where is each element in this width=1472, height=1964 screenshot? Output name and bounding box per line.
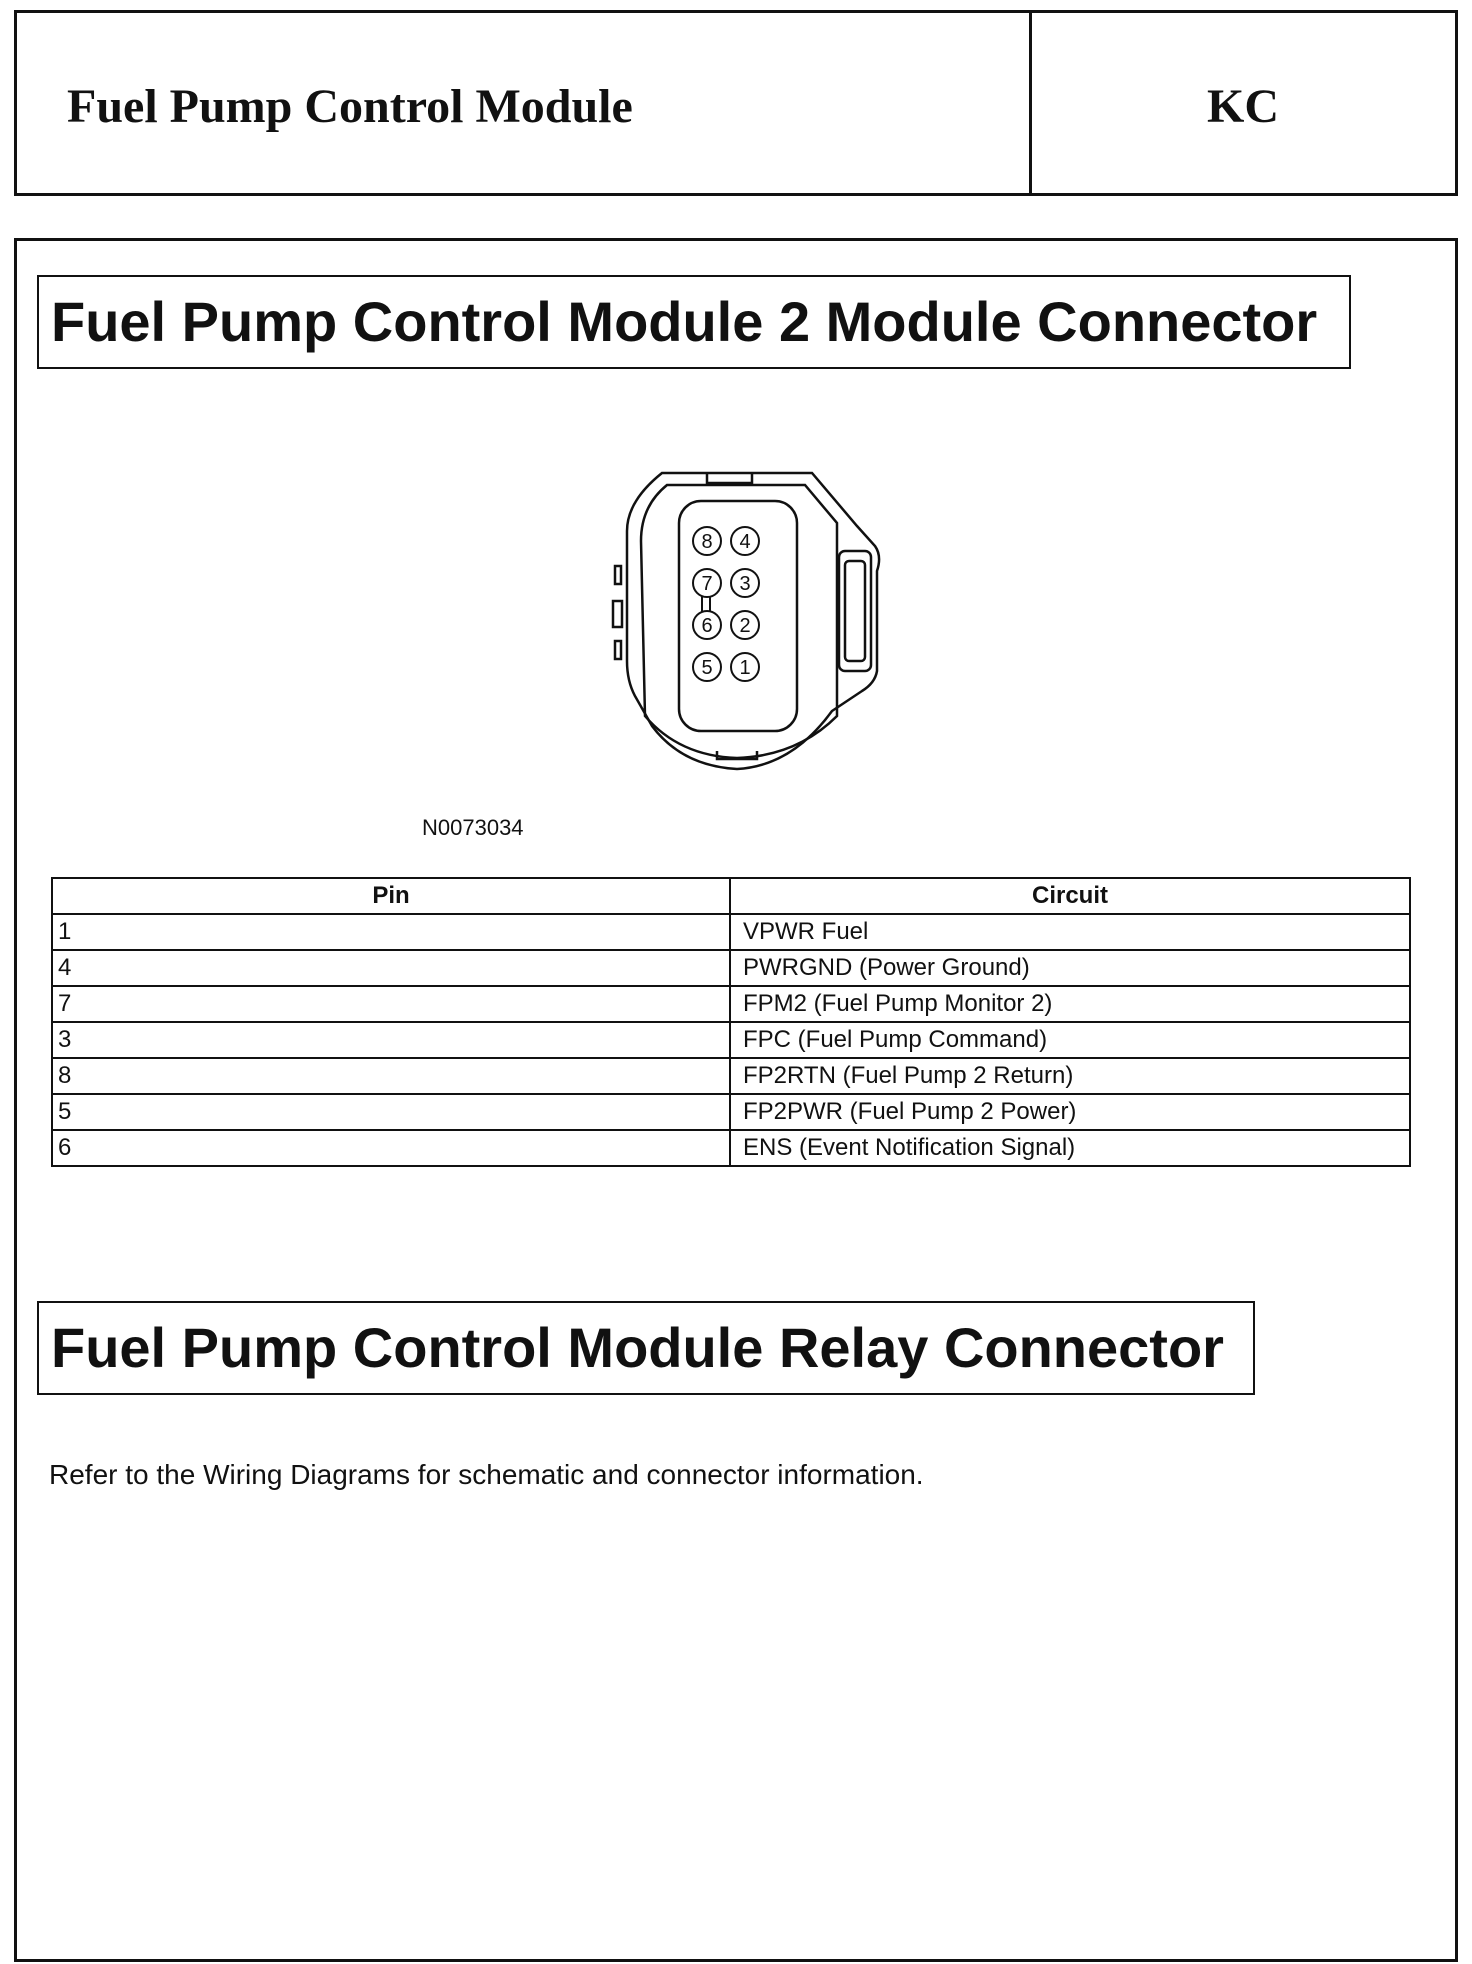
column-header-pin: Pin [52,878,730,914]
circuit-name: FPC (Fuel Pump Command) [730,1022,1410,1058]
table-row [52,950,1410,986]
pin-number: 6 [52,1130,730,1166]
relay-section-title: Fuel Pump Control Module Relay Connector [37,1301,1255,1395]
pin-label: 1 [739,657,751,679]
table-row [52,1094,1410,1130]
circuit-name: PWRGND (Power Ground) [730,950,1410,986]
pin-number: 5 [52,1094,730,1130]
pin-6 [693,611,721,639]
table-header-row [52,878,1410,914]
connector-section-title: Fuel Pump Control Module 2 Module Connector [37,275,1351,369]
pin-label: 3 [739,573,751,595]
pin-label: 5 [701,657,713,679]
table-row [52,1022,1410,1058]
figure-id: N0073034 [422,815,524,840]
circuit-name: FP2RTN (Fuel Pump 2 Return) [730,1058,1410,1094]
pin-number: 8 [52,1058,730,1094]
page-title: Fuel Pump Control Module [67,80,633,133]
reference-text: Refer to the Wiring Diagrams for schematic and connector information. [49,1459,924,1490]
header-box [14,10,1458,196]
pin-8 [693,527,721,555]
pin-number: 7 [52,986,730,1022]
main-content [14,238,1458,1962]
connector-diagram [607,461,897,781]
pin-label: 8 [701,531,713,553]
pin-table [51,877,1411,1167]
circuit-name: FP2PWR (Fuel Pump 2 Power) [730,1094,1410,1130]
pin-number: 1 [52,914,730,950]
table-row [52,914,1410,950]
pin-label: 2 [739,615,751,637]
pin-2 [731,611,759,639]
pin-5 [693,653,721,681]
circuit-name: VPWR Fuel [730,914,1410,950]
pin-number: 4 [52,950,730,986]
header-divider [1029,13,1032,193]
table-row [52,1058,1410,1094]
pin-label: 7 [701,573,713,595]
pin-label: 4 [739,531,751,553]
pin-label: 6 [701,615,713,637]
pin-3 [731,569,759,597]
pin-1 [731,653,759,681]
circuit-name: FPM2 (Fuel Pump Monitor 2) [730,986,1410,1022]
section-code: KC [1207,80,1279,133]
table-row [52,1130,1410,1166]
pin-number: 3 [52,1022,730,1058]
table-row [52,986,1410,1022]
column-header-circuit: Circuit [730,878,1410,914]
pin-4 [731,527,759,555]
circuit-name: ENS (Event Notification Signal) [730,1130,1410,1166]
pin-7 [693,569,721,597]
